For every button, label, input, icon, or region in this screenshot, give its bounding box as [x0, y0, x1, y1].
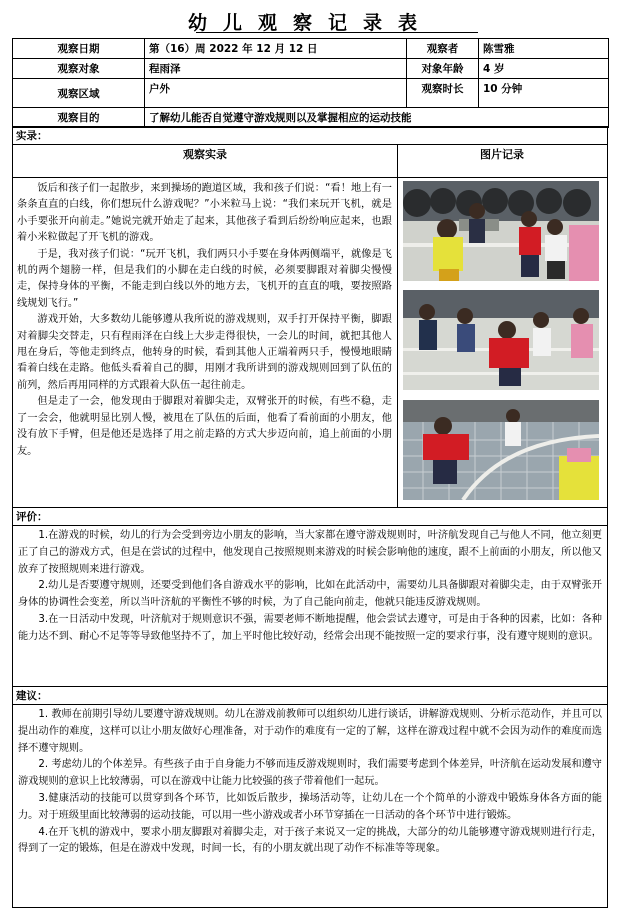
- record-column-headers: [12, 144, 608, 178]
- photo-illustration: [403, 181, 599, 281]
- suggestion-content: [13, 705, 607, 858]
- record-text: [17, 181, 392, 460]
- record-paragraph: 游戏开始，大多数幼儿能够遵从我所说的游戏规则，双手打开保持平衡，脚跟对着脚尖交替走，只有程雨泽在白线上大步走得很快，一会儿的时间，就把其他人甩在身后，等他走到终点，他转身的时候，看到其他人正端着两只手，慢慢地眼睛看着白线在走路。他低头看着自己的脚，用刚才我所讲到的游戏规则回到了队伍的前列，然后再用同样的方式跟着大队伍一起往前走。: [17, 314, 392, 391]
- observation-photo-3: [403, 400, 599, 500]
- observation-photo-1: [403, 181, 599, 281]
- suggestion-paragraph: 2. 考虑幼儿的个体差异。有些孩子由于自身能力不够而违反游戏规则时，我们需要考虑到个体差异，叶济航在运动发展和遵守游戏规则的意识上比较薄弱，可以在游戏中让能力比较强的孩子带着他们一起玩。: [18, 759, 602, 788]
- record-section-label: 实录：: [16, 130, 48, 142]
- record-paragraph: 饭后和孩子们一起散步，来到操场的跑道区域，我和孩子们说：“看！地上有一条条直直的白线，你们想玩什么游戏呢？”小米粒马上说：“我们来玩开飞机，就是小手要张开向前走。”她说完就开始走了起来，其他孩子看到后纷纷响应起来，也跟着小米粒做起了开飞机的游戏。: [17, 183, 392, 244]
- info-row-subject: [13, 59, 609, 79]
- photo-illustration: [403, 400, 599, 500]
- evaluation-paragraph: 2.幼儿是否要遵守规则，还要受到他们各自游戏水平的影响，比如在此活动中，需要幼儿具备脚跟对着脚尖走，由于双臂张开身体的协调性会变差，所以当叶济航的平衡性不够的时候，为了自己能向前走，他就只能违反游戏规则。: [18, 580, 602, 609]
- info-row-date: [13, 39, 609, 59]
- purpose-label: 观察目的: [13, 108, 145, 128]
- subject-label: 观察对象: [13, 59, 145, 79]
- info-row-area: [13, 79, 609, 108]
- suggestion-paragraph: 3.健康活动的技能可以贯穿到各个环节，比如饭后散步，操场活动等，让幼儿在一个个简单的小游戏中锻炼身体各方面的能力。对于班级里面比较薄弱的运动技能，可以用一些小游戏或者小环节穿插在一日活动的各个环节中进行锻炼。: [18, 792, 602, 821]
- age-value: 4 岁: [479, 59, 609, 79]
- record-body: [12, 177, 608, 508]
- date-value: 第（16）周 2022 年 12 月 12 日: [145, 39, 407, 59]
- duration-label: 观察时长: [407, 79, 479, 108]
- record-paragraph: 但是走了一会，他发现由于脚跟对着脚尖走，双臂张开的时候，有些不稳，走了一会会，他就明显比别人慢，被甩在了队伍的后面，他看了看前面的小朋友，他没有放下手臂，但是他还是选择了用之前走路的方式大步迈向前，追上前面的小朋友。: [17, 396, 392, 457]
- suggestion-paragraph: 4.在开飞机的游戏中，要求小朋友脚跟对着脚尖走，对于孩子来说又一定的挑战，大部分的幼儿能够遵守游戏规则进行行走，得到了一定的锻炼，但是在游戏中发现，时间一长，有的小朋友就出现了动作不标准等等现象。: [18, 826, 602, 855]
- evaluation-paragraph: 1.在游戏的时候，幼儿的行为会受到旁边小朋友的影响，当大家都在遵守游戏规则时，叶济航发现自己与他人不同，他立刻更正了自己的游戏方式，但是在尝试的过程中，他发现自己按照规则来游戏的时候会影响他的速度，跟不上前面的小朋友，所以他又放弃了按照规则来进行游戏。: [18, 530, 602, 575]
- date-label: 观察日期: [13, 39, 145, 59]
- photo-column-header: 图片记录: [480, 148, 524, 161]
- area-label: 观察区域: [13, 79, 145, 108]
- suggestion-label: 建议：: [13, 687, 607, 705]
- observer-value: 陈雪雅: [479, 39, 609, 59]
- evaluation-content: [13, 526, 607, 646]
- evaluation-section: [12, 507, 608, 687]
- suggestion-section: [12, 686, 608, 908]
- age-label: 对象年龄: [407, 59, 479, 79]
- area-value: 户外: [145, 79, 407, 108]
- photo-illustration: [403, 290, 599, 390]
- info-table: [12, 38, 609, 128]
- record-section-header: [12, 126, 608, 145]
- evaluation-paragraph: 3.在一日活动中发现，叶济航对于规则意识不强，需要老师不断地提醒，他会尝试去遵守，可是由于各种的因素，比如：各种能力达不到、耐心不足等等导致他坚持不了，加上平时他比较好动，经常会出现不能按照一定的要求行事，没有遵守规则的意识。: [18, 613, 602, 642]
- title-underline: [196, 32, 478, 33]
- suggestion-paragraph: 1. 教师在前期引导幼儿要遵守游戏规则。幼儿在游戏前教师可以组织幼儿进行谈话，讲解游戏规则、分析示范动作，并且可以提出动作的难度，这样可以让小朋友做好心理准备，对于动作的难度有一定的了解，这样在游戏过程中就不会因为动作的难度而选择不遵守规则。: [18, 709, 602, 754]
- observer-label: 观察者: [407, 39, 479, 59]
- page-title: 幼儿观察记录表: [187, 12, 433, 34]
- record-paragraph: 于是，我对孩子们说：“玩开飞机，我们两只小手要在身体两侧端平，就像是飞机的两个翅膀一样，但是我们的小脚在走白线的时候，必须要脚跟对着脚尖慢慢走，保持身体的平衡，不能走到白线以外的地方去，飞机开的直直的哦，要按照路线规划飞行。”: [17, 248, 392, 309]
- info-row-purpose: [13, 108, 609, 128]
- subject-value: 程雨泽: [145, 59, 407, 79]
- duration-value: 10 分钟: [479, 79, 609, 108]
- column-divider: [397, 178, 398, 507]
- evaluation-label: 评价：: [13, 508, 607, 526]
- record-text-column-header: 观察实录: [13, 145, 398, 177]
- observation-photo-2: [403, 290, 599, 390]
- purpose-value: 了解幼儿能否自觉遵守游戏规则以及掌握相应的运动技能: [145, 108, 609, 128]
